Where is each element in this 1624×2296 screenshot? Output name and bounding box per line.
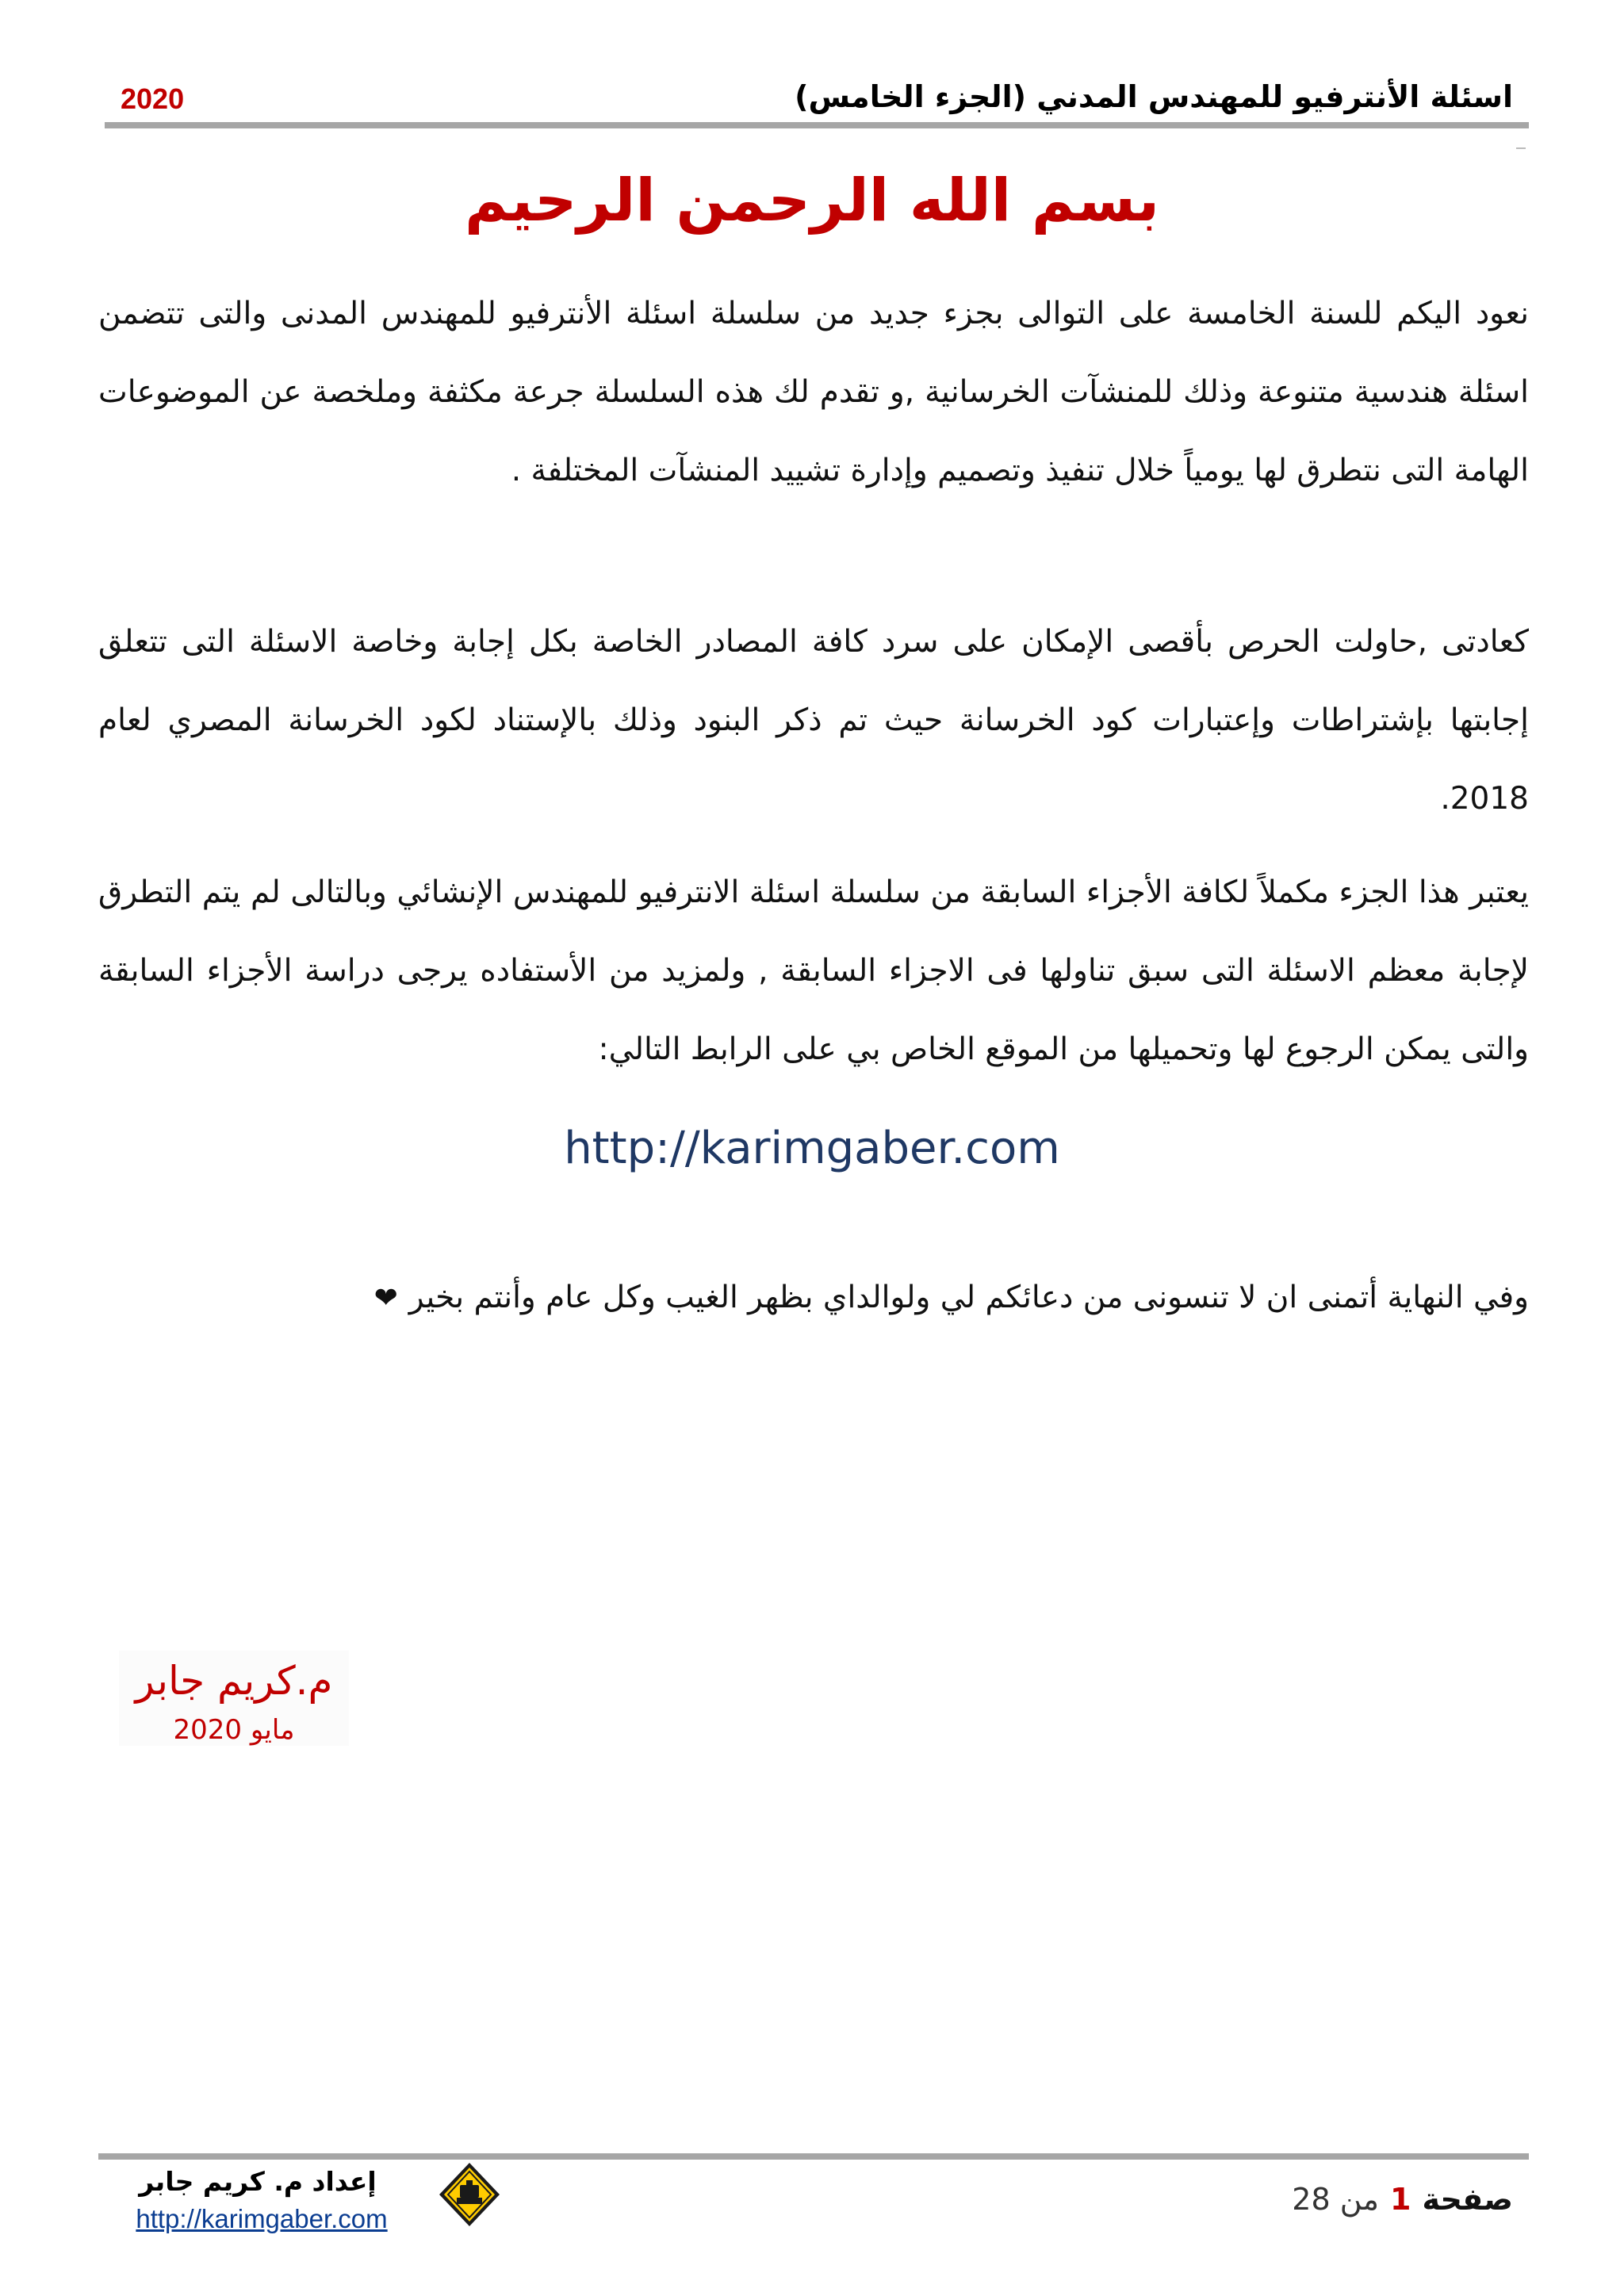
- header-year: 2020: [121, 82, 185, 115]
- page-of: من: [1339, 2182, 1380, 2217]
- page-total: 28: [1292, 2182, 1331, 2217]
- warning-diamond-logo-icon: [438, 2161, 501, 2228]
- closing-text: وفي النهاية أتمنى ان لا تنسونى من دعائكم لي ولوالداي بظهر الغيب وكل عام وأنتم بخير: [408, 1280, 1529, 1315]
- footer-author: إعداد م. كريم جابر: [139, 2166, 377, 2197]
- sources-paragraph: كعادتى ,حاولت الحرص بأقصى الإمكان على سرد كافة المصادر الخاصة بكل إجابة وخاصة الاسئلة التى تتعلق إجابتها بإشتراطات وإعتبارات كود الخرسانة حيث تم ذكر البنود وذلك بالإستناد لكود الخرسانة المصري لعام 2018.: [98, 624, 1529, 817]
- signature-name: م.كريم جابر: [135, 1658, 333, 1704]
- header-divider: [105, 122, 1529, 128]
- website-link[interactable]: http://karimgaber.com: [564, 1123, 1060, 1174]
- header-title: اسئلة الأنترفيو للمهندس المدني (الجزء الخامس): [795, 79, 1513, 114]
- heart-icon: ❤: [373, 1282, 398, 1314]
- footer-link[interactable]: http://karimgaber.com: [136, 2204, 388, 2233]
- page-title: بسم الله الرحمن الرحيم: [464, 166, 1160, 235]
- signature-date: مايو 2020: [173, 1714, 295, 1746]
- header-mark: [1516, 147, 1526, 149]
- page-label: صفحة: [1422, 2182, 1513, 2217]
- intro-paragraph: نعود اليكم للسنة الخامسة على التوالى بجزء جديد من سلسلة اسئلة الأنترفيو للمهندس المدنى والتى تتضمن اسئلة هندسية متنوعة وذلك للمنشآت الخرسانية ,و تقدم لك هذه السلسلة جرعة مكثفة وملخصة عن الموضوعات الهامة التى نتطرق لها يومياً خلال تنفيذ وتصميم وإدارة تشييد المنشآت المختلفة .: [98, 296, 1529, 488]
- page-indicator: [1292, 2182, 1513, 2217]
- footer-divider: [98, 2153, 1529, 2160]
- page-number: 1: [1390, 2182, 1411, 2217]
- signature-block: [119, 1651, 349, 1746]
- closing-line: [374, 1280, 1529, 1315]
- series-paragraph: يعتبر هذا الجزء مكملاً لكافة الأجزاء السابقة من سلسلة اسئلة الانترفيو للمهندس الإنشائي وبالتالى لم يتم التطرق لإجابة معظم الاسئلة التى سبق تناولها فى الاجزاء السابقة , ولمزيد من الأستفاده يرجى دراسة الأجزاء السابقة والتى يمكن الرجوع لها وتحميلها من الموقع الخاص بي على الرابط التالي:: [98, 874, 1529, 1067]
